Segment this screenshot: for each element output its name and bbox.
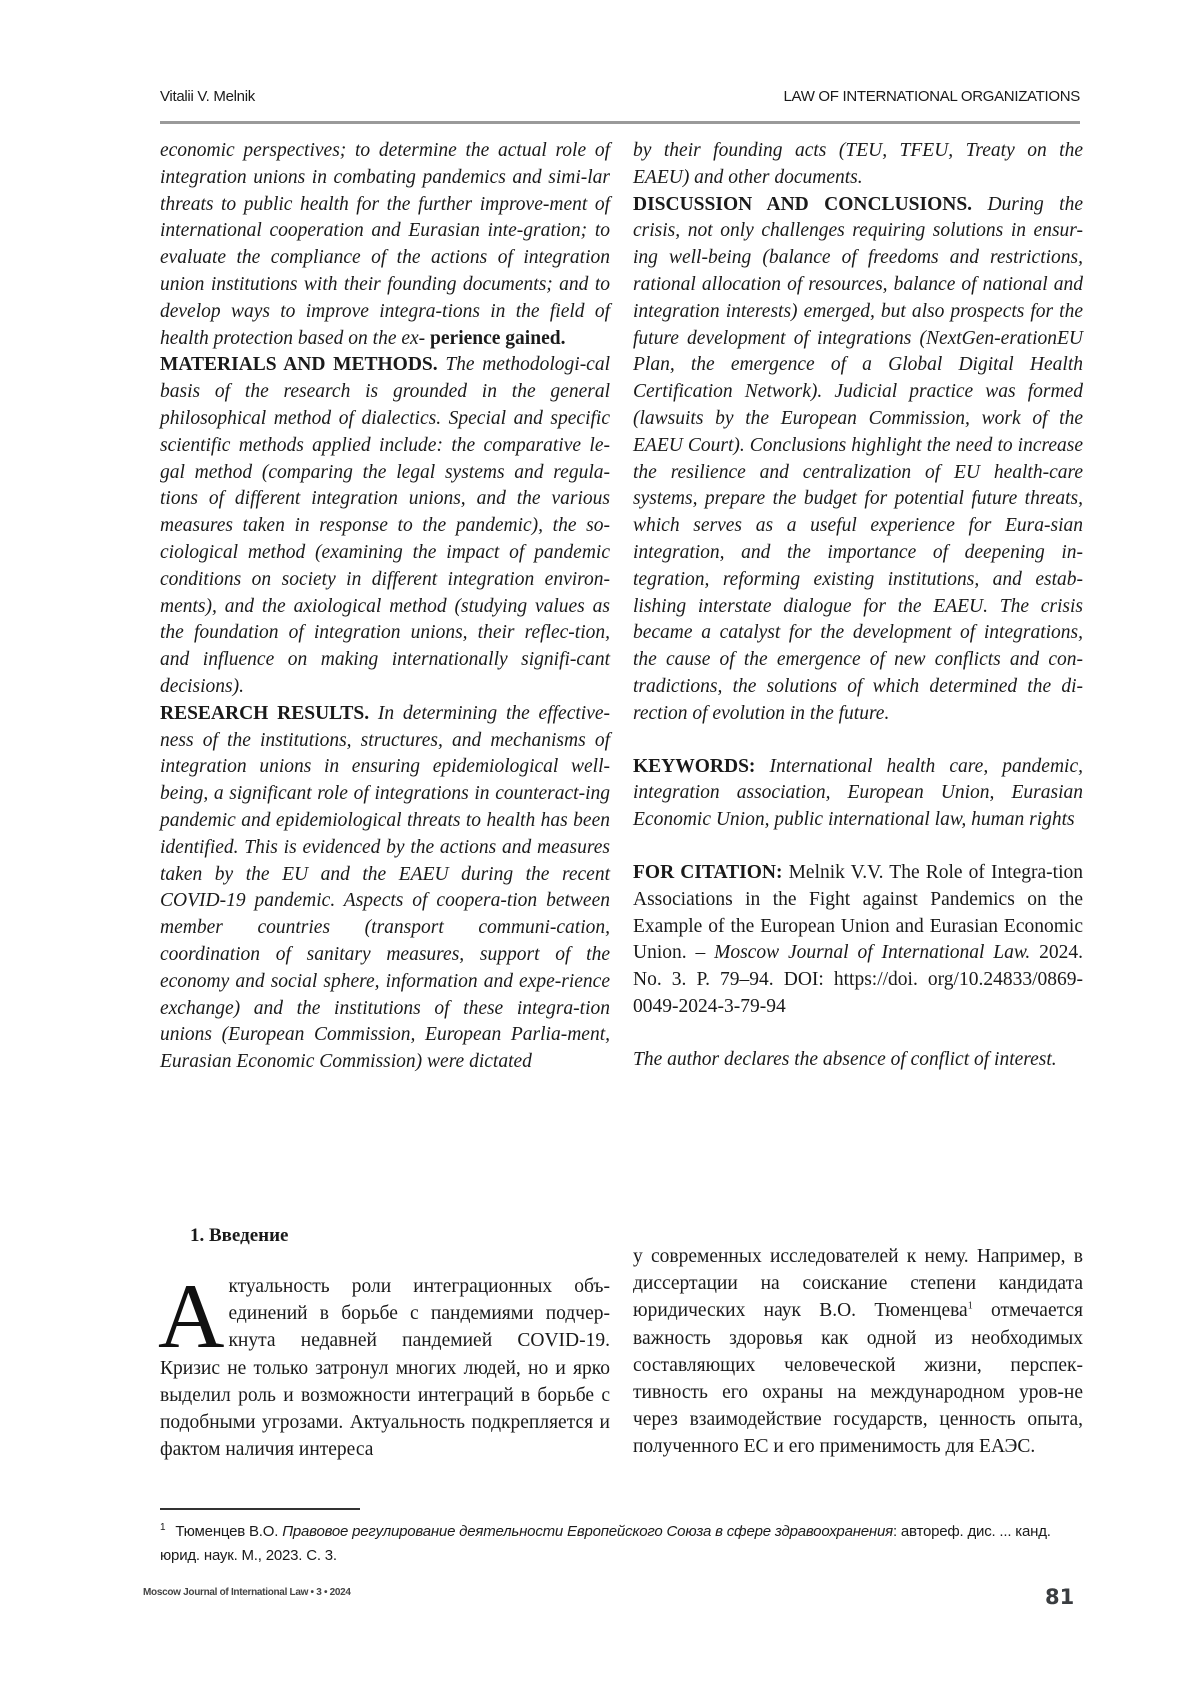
- abstract-discussion: [633, 192, 1083, 728]
- abstract-right-column: [633, 138, 1083, 1074]
- footnote-title: Правовое регулирование деятельности Европейского Союза в сфере здравоохранения: [282, 1523, 893, 1540]
- introduction-right-text-end: отмечается важность здоровья как одной из необходимых составляющих человеческой жизни, перспек-тивность его охраны на международном уров-не через взаимодействие государств, ценность опыта, полученного ЕС и его применимость для ЕАЭС.: [633, 1300, 1083, 1458]
- results-continued-text: by their founding acts (TEU, TFEU, Treaty on the EAEU) and other documents.: [633, 140, 1083, 188]
- introduction-paragraph: [158, 1265, 610, 1463]
- results-text: In determining the effective-ness of the institutions, structures, and mechanisms of integration unions in ensuring epidemiological well-being, a significant role of integrations in counteract-ing pandemic and epidemiological threats to health has been identified. This is evidenced by the actions and measures taken by the EU and the EAEU during the recent COVID-19 pandemic. Aspects of coopera-tion between member countries (transport communi-cation, coordination of sanitary measures, support of the economy and social sphere, information and expe-rience exchange) and the institutions of these integra-tion unions (European Commission, European Parlia-ment, Eurasian Economic Commission) were dictated: [160, 702, 610, 1073]
- keywords-label: KEYWORDS:: [633, 755, 756, 777]
- page-number: 81: [1045, 1585, 1075, 1609]
- spacer: [633, 1021, 1083, 1047]
- footnote-number: 1: [160, 1522, 166, 1533]
- footnote-details: : автореф. дис. ... канд. юрид. наук. М., 2023. С. 3.: [160, 1523, 1051, 1564]
- citation-label: FOR CITATION:: [633, 861, 783, 883]
- abstract-block: [160, 138, 1084, 1128]
- abstract-objectives: [160, 138, 610, 352]
- citation-journal: Moscow Journal of International Law.: [714, 942, 1031, 964]
- discussion-label: DISCUSSION AND CONCLUSIONS.: [633, 193, 973, 215]
- materials-label: MATERIALS AND METHODS.: [160, 354, 438, 376]
- footnote: [160, 1516, 1080, 1568]
- introduction-left-column: [158, 1265, 610, 1463]
- header-author: Vitalii V. Melnik: [160, 88, 255, 105]
- introduction-right-text: у современных исследователей к нему. Например, в диссертации на соискание степени кандидата юридических наук В.О. Тюменцева: [633, 1246, 1083, 1322]
- header-section: LAW OF INTERNATIONAL ORGANIZATIONS: [783, 88, 1080, 105]
- citation-text: Melnik V.V. The Role of Integra-tion Associations in the Fight against Pandemics on the Example of the European Union and Eurasian Economic Union. –: [633, 861, 1084, 964]
- introduction-paragraph-continued: [633, 1243, 1083, 1461]
- spacer: [633, 834, 1083, 860]
- footnote-reference[interactable]: 1: [967, 1300, 973, 1312]
- citation: [633, 860, 1083, 1021]
- introduction-right-column: [633, 1243, 1083, 1461]
- abstract-results: [160, 701, 610, 1076]
- discussion-text: During the crisis, not only challenges requiring solutions in ensur-ing well-being (balance of freedoms and restrictions, rational allocation of resources, balance of national and integration interests) emerged, but also prospects for the future development of integrations (NextGen-erationEU Plan, the emergence of a Global Digital Health Certification Network). Judicial practice was formed (lawsuits by the European Commission, work of the EAEU Court). Conclusions highlight the need to increase the resilience and centralization of EU health-care systems, prepare the budget for potential future threats, which serves as a useful experience for Eura-sian integration, and the importance of deepening in-tegration, reforming existing institutions, and estab-lishing interstate dialogue for the EAEU. The crisis became a catalyst for the development of integrations, the cause of the emergence of new conflicts and con-tradictions, the solutions of which determined the di-rection of evolution in the future.: [633, 193, 1083, 724]
- objectives-text: economic perspectives; to determine the actual role of integration unions in combating pandemics and simi-lar threats to public health for the further improve-ment of international cooperation and Eurasian inte-gration; to evaluate the compliance of the actions of integration union institutions with their founding documents; and to develop ways to improve integra-tions in the field of health protection based on the ex-: [160, 140, 610, 349]
- conflict-statement: [633, 1047, 1083, 1074]
- footer-journal: Moscow Journal of International Law • 3 • 2024: [143, 1587, 351, 1598]
- materials-text: The methodologi-cal basis of the research is grounded in the general philosophical method of dialectics. Special and specific scientific methods applied include: the comparative le-gal method (comparing the legal systems and regula-tions of different integration unions, and the various measures taken in response to the pandemic), the so-ciological method (examining the impact of pandemic conditions on society in different integration environ-ments), and the axiological method (studying values as the foundation of integration unions, their reflec-tion, and influence on making internationally signifi-cant decisions).: [160, 354, 611, 697]
- abstract-left-column: [160, 138, 610, 1076]
- citation-doi[interactable]: 2024. No. 3. P. 79–94. DOI: https://doi. org/10.24833/0869-0049-2024-3-79-94: [633, 942, 1084, 1017]
- abstract-materials: [160, 352, 610, 700]
- footnote-rule: [160, 1508, 360, 1510]
- section-heading-introduction: 1. Введение: [190, 1225, 289, 1246]
- results-label: RESEARCH RESULTS.: [160, 702, 370, 724]
- running-header: [160, 88, 1080, 105]
- introduction-left-text: ктуальность роли интеграционных объ-единений в борьбе с пандемиями подчер-кнута недавней пандемией COVID-19. Кризис не только затронул многих людей, но и ярко выделил роль и возможности интеграций в борьбе с подобными угрозами. Актуальность подкрепляется и фактом наличия интереса: [160, 1276, 610, 1461]
- header-rule: [160, 121, 1080, 124]
- keywords-text: International health care, pandemic, integration association, European Union, Eurasian Economic Union, public international law, human rights: [633, 755, 1083, 831]
- keywords: [633, 754, 1083, 834]
- footnote-author: Тюменцев В.О.: [175, 1523, 279, 1540]
- conflict-text: The author declares the absence of conflict of interest.: [633, 1048, 1057, 1070]
- dropcap-letter: А: [158, 1265, 225, 1367]
- spacer: [633, 728, 1083, 754]
- objectives-end: perience gained.: [430, 327, 566, 349]
- results-continued: [633, 138, 1083, 192]
